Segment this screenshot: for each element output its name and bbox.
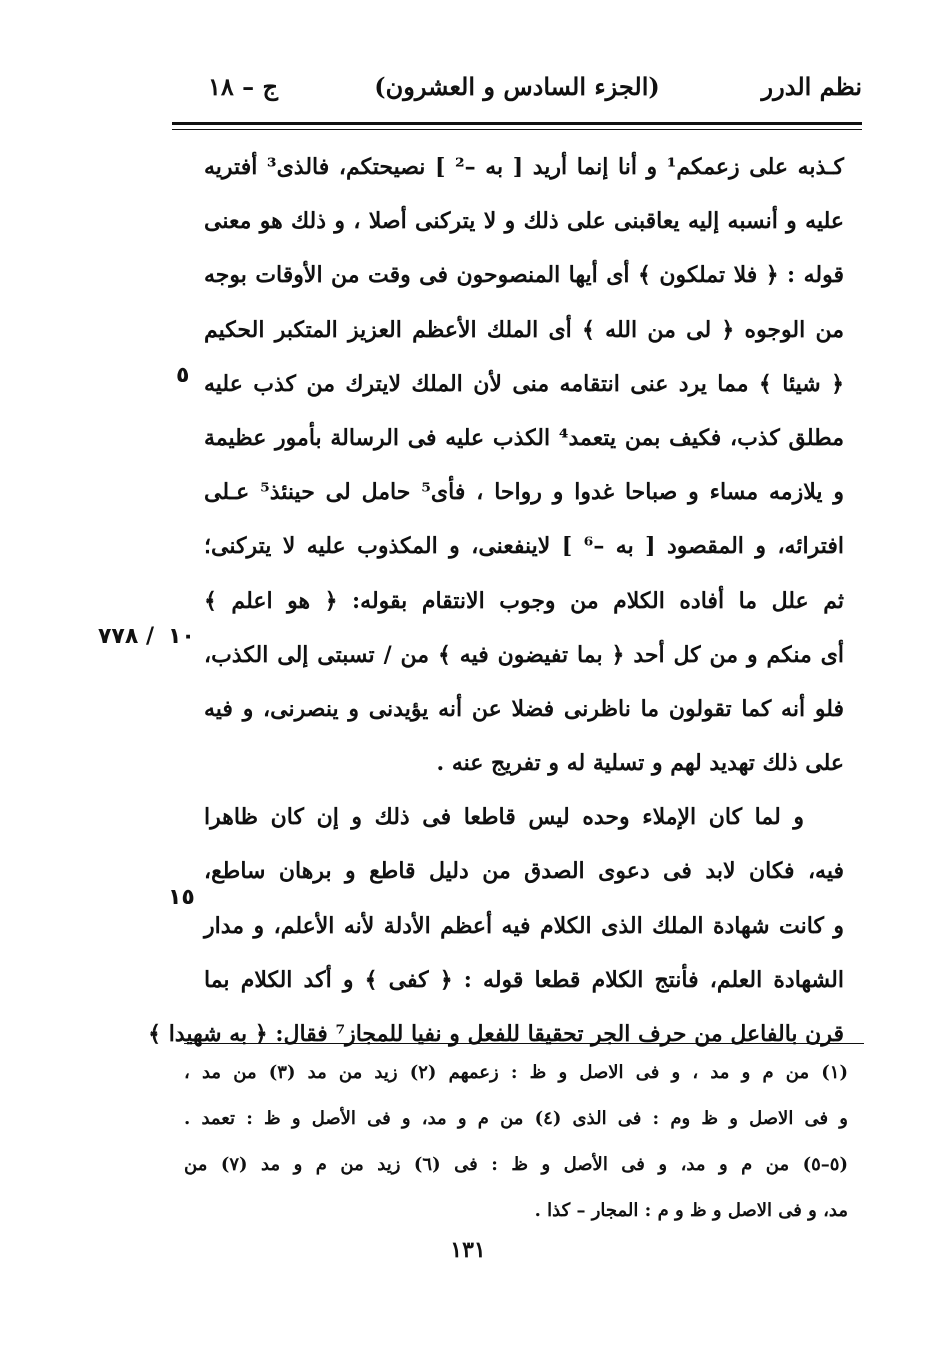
margin-line-number-5: ٥ (176, 363, 190, 388)
footnote-rule (184, 1043, 864, 1044)
footnote-line: (١) من م و مد ، و فى الاصل و ظ : زعمهم (٢) زيد من مد (٣) من مد ، (184, 1062, 848, 1083)
footnote-line: و فى الاصل و ظ وم : فى الذى (٤) من م و مد، و فى الأصل و ظ : تعمد . (184, 1108, 849, 1129)
body-line: عليه و أنسبه إليه يعاقبنى على ذلك و لا يتركنى أصلا ، و ذلك هو معنى (204, 208, 844, 235)
body-line: قوله : ﴿ فلا تملكون ﴾ أى أيها المنصوحون فى وقت من الأوقات بوجه (204, 262, 844, 289)
body-line: ﴿ شيئا ﴾ مما يرد عنى انتقامه منى لأن الملك لايترك من كذب عليه (204, 370, 844, 397)
part-title: (الجزء السادس و العشرون) (374, 72, 660, 101)
footnote-line: مد، و فى الاصل و ظ و م : المجار – كذا . (534, 1200, 848, 1221)
body-line: فلو أنه كما تقولون ما ناظرنى فضلا عن أنه يؤيدنى و ينصرنى، و فيه (204, 695, 844, 722)
body-line: فيه، فكان لابد فى دعوى الصدق من دليل قاطع و برهان ساطع، (204, 858, 844, 885)
header-rule-thin (172, 129, 862, 130)
body-line: قرن بالفاعل من حرف الجر تحقيقا للفعل و نفيا للمجاز⁷ فقال: ﴿ به شهيدا ﴾ (148, 1021, 844, 1047)
margin-folio-number: ٧٧٨ / (98, 624, 154, 649)
body-line: على ذلك تهديد لهم و تسلية له و تفريج عنه . (436, 750, 844, 777)
footnote-line: (٥–٥) من م و مد، و فى الأصل و ظ : فى (٦) زيد من م و مد (٧) من (184, 1154, 848, 1175)
margin-line-number-15: ١٥ (168, 885, 195, 910)
margin-line-number-10: ١٠ (168, 624, 195, 649)
body-line: ثم علل ما أفاده الكلام من وجوب الانتقام بقوله: ﴿ هو اعلم ﴾ (204, 587, 844, 614)
body-line: و كانت شهادة الملك الذى الكلام فيه أعظم الأدلة لأنه الأعلم، و مدار (204, 912, 844, 939)
body-line: مطلق كذب، فكيف بمن يتعمد⁴ الكذب عليه فى الرسالة بأمور عظيمة (204, 424, 844, 451)
body-line: و لما كان الإملاء وحده ليس قاطعا فى ذلك و إن كان ظاهرا (204, 804, 804, 831)
book-title: نظم الدرر (761, 72, 862, 101)
page-number: ١٣١ (450, 1237, 486, 1263)
body-line: كـذبه على زعمكم¹ و أنا إنما أريد [ به –² ] نصيحتكم، فالذى³ أفتريه (204, 154, 844, 180)
body-line: أى منكم و من كل أحد ﴿ بما تفيضون فيه ﴾ من / تسبتى إلى الكذب، (204, 641, 844, 668)
volume-label: ج – ١٨ (208, 72, 278, 101)
body-line: الشهادة العلم، فأنتج الكلام قطعا قوله : ﴿ كفى ﴾ و أكد الكلام بما (204, 966, 844, 993)
body-line: افترائه، و المقصود [ به –⁶ ] لاينفعنى، و المكذوب عليه لا يتركنى؛ (204, 533, 844, 560)
body-line: من الوجوه ﴿ لى من الله ﴾ أى الملك الأعظم العزيز المتكبر الحكيم (204, 316, 844, 343)
page-header (172, 72, 862, 116)
header-rule-thick (172, 122, 862, 125)
body-line: و يلازمه مساء و صباحا غدوا و رواحا ، فأى⁵ حامل لى حينئذ⁵ عـلى (204, 479, 844, 506)
footnotes (184, 1050, 848, 1234)
